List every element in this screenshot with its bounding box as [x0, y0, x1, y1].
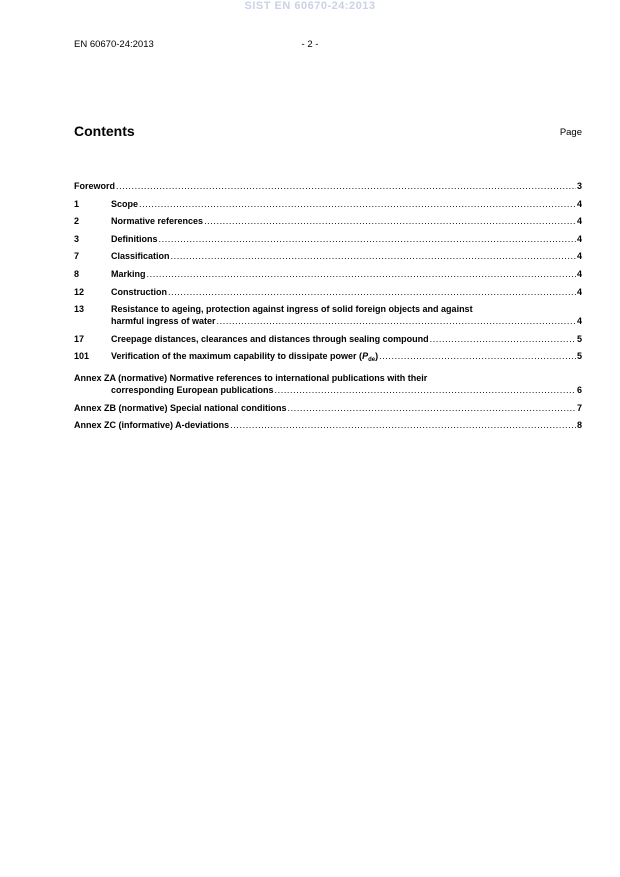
dot-leader: [288, 402, 576, 414]
toc-entry-annex-zb[interactable]: [74, 402, 582, 414]
dot-leader: [147, 268, 576, 280]
toc-entry-classification[interactable]: [74, 250, 582, 262]
toc-page: 4: [576, 286, 582, 297]
toc-entry-verification-power[interactable]: [74, 350, 582, 366]
toc-label-text: Verification of the maximum capability to dissipate power (: [111, 351, 363, 362]
toc-label: Foreword: [74, 181, 116, 191]
toc-number: 3: [74, 233, 80, 244]
dot-leader: [275, 384, 576, 396]
toc-number: 13: [74, 304, 85, 315]
toc-label-line1: Resistance to ageing, protection against ingress of solid foreign objects and against: [111, 304, 473, 315]
contents-title: Contents: [74, 123, 135, 139]
toc-label: Definitions: [111, 233, 158, 244]
toc-page: 5: [576, 333, 582, 344]
toc-number: 8: [74, 268, 80, 279]
toc-label-close: ): [375, 351, 379, 362]
toc-page: 7: [576, 402, 582, 413]
toc-label-line2: corresponding European publications: [111, 384, 274, 395]
toc-number: 7: [74, 251, 80, 262]
toc-entry-marking[interactable]: [74, 268, 582, 280]
toc-entry-construction[interactable]: [74, 286, 582, 298]
toc-number: 1: [74, 198, 80, 209]
toc-number: 12: [74, 286, 85, 297]
watermark: SIST EN 60670-24:2013: [244, 0, 376, 12]
toc-page: 3: [576, 181, 582, 191]
toc-page: 4: [576, 233, 582, 244]
dot-leader: [230, 419, 576, 431]
dot-leader: [116, 180, 576, 192]
document-id: EN 60670-24:2013: [74, 39, 154, 50]
toc-number: 17: [74, 333, 85, 344]
toc-entry-scope[interactable]: [74, 198, 582, 210]
toc-page: 4: [576, 216, 582, 227]
toc-page: 4: [576, 251, 582, 262]
toc-label: Classification: [111, 251, 170, 262]
toc-entry-definitions[interactable]: [74, 233, 582, 245]
toc-label: Normative references: [111, 216, 204, 227]
dot-leader: [217, 315, 576, 327]
dot-leader: [204, 215, 576, 227]
dot-leader: [168, 286, 576, 298]
toc-label: Scope: [111, 198, 139, 209]
dot-leader: [171, 250, 576, 262]
toc-label: Annex ZB (normative) Special national conditions: [74, 402, 287, 413]
toc-entry-normative-references[interactable]: [74, 215, 582, 227]
toc-label: Creepage distances, clearances and distances through sealing compound: [111, 333, 429, 344]
toc-entry-foreword[interactable]: [74, 180, 582, 192]
toc-page: 6: [576, 384, 582, 395]
toc-label: Annex ZC (informative) A-deviations: [74, 420, 230, 431]
toc-entry-annex-zc[interactable]: [74, 419, 582, 431]
power-symbol: P: [362, 351, 369, 362]
toc-label: [111, 350, 378, 366]
toc-entry-creepage-distances[interactable]: [74, 333, 582, 345]
power-subscript: de: [368, 357, 376, 364]
page-column-label: Page: [559, 127, 582, 138]
toc-label: Construction: [111, 286, 167, 297]
toc-page: 5: [576, 351, 582, 362]
toc-entry-resistance-to-ageing[interactable]: [74, 303, 582, 327]
toc-label-line1: Annex ZA (normative) Normative references to international publications with their: [74, 372, 428, 383]
toc-label-line2: harmful ingress of water: [111, 316, 216, 327]
toc-number: 2: [74, 216, 80, 227]
page-number: - 2 -: [301, 39, 319, 50]
toc-page: 8: [576, 420, 582, 431]
toc-label: Marking: [111, 268, 146, 279]
toc-page: 4: [576, 198, 582, 209]
toc-page: 4: [576, 316, 582, 327]
dot-leader: [139, 198, 576, 210]
dot-leader: [430, 333, 576, 345]
toc-entry-annex-za[interactable]: [74, 372, 582, 396]
dot-leader: [159, 233, 576, 245]
toc-page: 4: [576, 268, 582, 279]
dot-leader: [379, 350, 576, 362]
toc-number: 101: [74, 351, 90, 362]
table-of-contents: [74, 180, 582, 437]
